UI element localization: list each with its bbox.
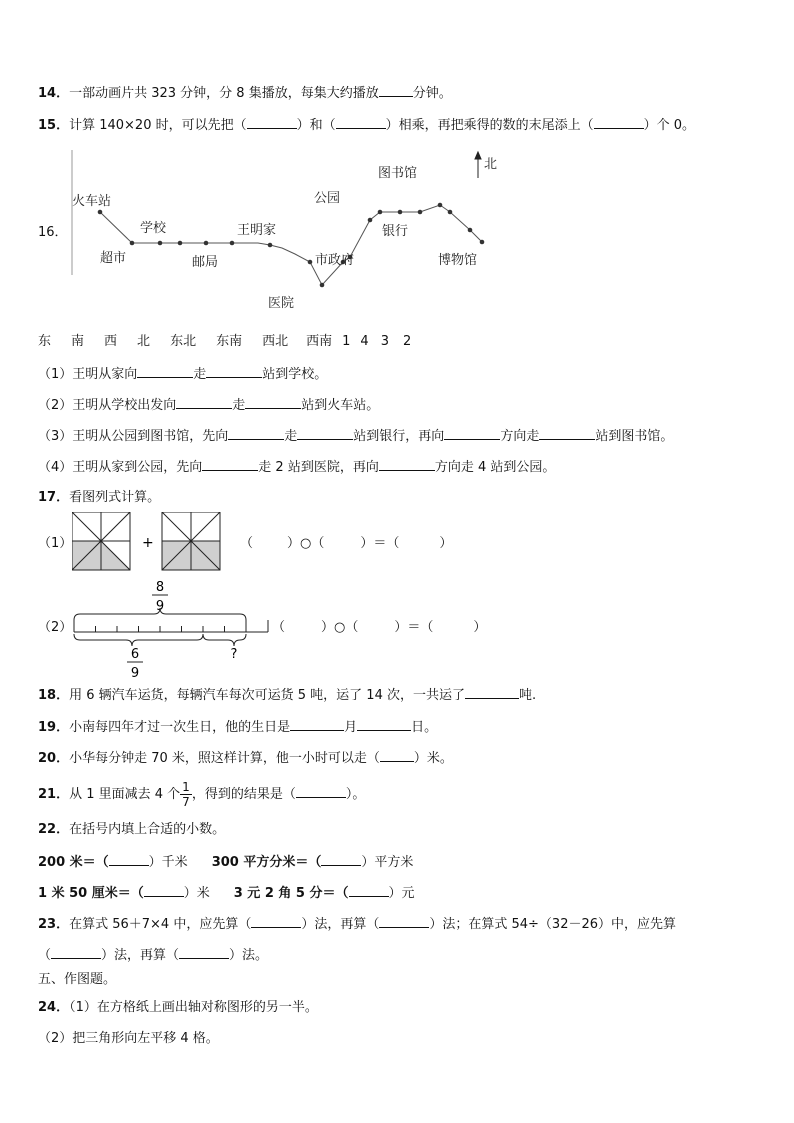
plus-sign: + (142, 535, 154, 551)
q22-r2-d: ）元 (388, 886, 415, 901)
label-home: 王明家 (237, 223, 277, 238)
q19-text: 小南每四年才过一次生日，他的生日是 (69, 720, 291, 735)
q18-text: 用 6 辆汽车运货，每辆汽车每次可运货 5 吨，运了 14 次，一共运了 (69, 688, 465, 703)
q16-sub4-blank-1[interactable] (202, 458, 258, 471)
q17-p1-paren-2: ）○（ (287, 536, 325, 551)
top-brace (74, 608, 246, 620)
stop-library (438, 203, 443, 208)
stop-8 (448, 210, 453, 215)
q14-blank[interactable] (379, 84, 413, 97)
q22-r1-a: 200 米＝（ (38, 855, 109, 870)
q22-title: 在括号内填上合适的小数。 (69, 822, 226, 837)
label-supermarket: 超市 (100, 251, 127, 266)
q24-number: 24． (38, 1000, 70, 1015)
question-17 (38, 490, 160, 506)
q16-sub3-blank-1[interactable] (228, 427, 284, 440)
question-22 (38, 822, 225, 838)
top-fraction-den: 9 (155, 599, 165, 614)
q16-sub2-b: 走 (232, 398, 246, 413)
q16-sub2-blank-1[interactable] (176, 396, 232, 409)
q14-text-end: 分钟。 (412, 86, 452, 101)
q21-text-end: ）。 (345, 787, 366, 802)
route-map (60, 150, 500, 315)
q16-sub4-blank-2[interactable] (379, 458, 435, 471)
word-northwest: 西北 (262, 334, 289, 349)
question-20 (38, 749, 453, 767)
q15-text-c: ）相乘，再把乘得的数的末尾添上（ (385, 118, 594, 133)
q23-text-d: （ (38, 948, 52, 963)
stop-7 (418, 210, 423, 215)
stop-3 (308, 260, 313, 265)
q16-sub4-a: （4）王明从家到公园，先向 (38, 460, 203, 475)
question-23 (38, 915, 676, 933)
q18-number: 18． (38, 688, 70, 703)
stop-supermarket (130, 241, 135, 246)
q22-blank-2[interactable] (321, 853, 361, 866)
q24-sub1: （1）在方格纸上画出轴对称图形的另一半。 (69, 1000, 318, 1015)
q24-sub2: （2）把三角形向左平移 4 格。 (38, 1031, 219, 1046)
q22-number: 22． (38, 822, 70, 837)
q19-text-month: 月 (344, 720, 358, 735)
q22-r2-a: 1 米 50 厘米＝（ (38, 886, 144, 901)
bottom-brace-right (203, 634, 246, 646)
q16-number: 16． (38, 225, 68, 240)
question-19 (38, 718, 437, 736)
bottom-brace-left (74, 634, 203, 646)
q16-sub1-b: 走 (193, 367, 207, 382)
label-post: 邮局 (192, 255, 219, 270)
fraction-square-left (72, 512, 130, 570)
stop-station (98, 210, 103, 215)
label-station: 火车站 (72, 194, 112, 209)
q16-sub3-blank-4[interactable] (539, 427, 595, 440)
q18-text-end: 吨. (518, 688, 537, 703)
q20-number: 20． (38, 751, 70, 766)
q16-sub4-b: 走 2 站到医院，再向 (258, 460, 379, 475)
q16-sub3-blank-3[interactable] (444, 427, 500, 440)
q23-text-f: ）法。 (229, 948, 269, 963)
q16-sub3-a: （3）王明从公园到图书馆，先向 (38, 429, 229, 444)
q17-p2-paren-2: ）○（ (321, 620, 359, 635)
q15-number: 15． (38, 118, 70, 133)
stop-museum (480, 240, 485, 245)
q19-text-day: 日。 (411, 720, 438, 735)
label-north: 北 (484, 157, 498, 172)
q23-number: 23． (38, 917, 70, 932)
label-library: 图书馆 (378, 166, 418, 181)
q22-row-1 (38, 853, 413, 871)
q16-sub1-blank-2[interactable] (206, 365, 262, 378)
q23-blank-4[interactable] (179, 946, 229, 959)
q17-p1-label: （1） (38, 536, 73, 551)
q17-p1-paren-4: ） (439, 536, 453, 551)
q17-p2-paren-1: （ (272, 620, 286, 635)
q17-p1-paren-3: ）＝（ (360, 536, 400, 551)
q16-sub1-c: 站到学校。 (262, 367, 328, 382)
q15-blank-2[interactable] (336, 116, 386, 129)
label-park: 公园 (314, 191, 341, 206)
q16-sub3-e: 站到图书馆。 (595, 429, 674, 444)
q16-sub4-c: 方向走 4 站到公园。 (434, 460, 556, 475)
q16-sub1 (38, 365, 327, 383)
q15-text-b: ）和（ (296, 118, 336, 133)
label-hospital: 医院 (268, 296, 295, 311)
fraction-square-right (162, 512, 220, 570)
q17-number: 17． (38, 490, 70, 505)
stop-5 (368, 218, 373, 223)
q16-sub2 (38, 396, 379, 414)
word-north: 北 (137, 334, 151, 349)
q21-fraction-den: 7 (182, 795, 190, 809)
label-school: 学校 (140, 221, 167, 236)
q17-title: 看图列式计算。 (69, 490, 161, 505)
q21-blank[interactable] (296, 785, 346, 798)
q17-p2-paren-4: ） (473, 620, 487, 635)
q17-p1-figures (72, 512, 232, 574)
word-1: 1 (342, 334, 351, 349)
q23-blank-3[interactable] (51, 946, 101, 959)
q21-number: 21． (38, 787, 70, 802)
q15-blank-1[interactable] (247, 116, 297, 129)
q22-blank-4[interactable] (349, 884, 389, 897)
q22-row-2 (38, 884, 415, 902)
word-east: 东 (38, 334, 52, 349)
q19-blank-1[interactable] (290, 718, 344, 731)
section-5-title: 五、作图题。 (38, 972, 117, 987)
q23-text-c: ）法；在算式 54÷（32－26）中，应先算 (429, 917, 677, 932)
q16-sub2-blank-2[interactable] (245, 396, 301, 409)
word-west: 西 (104, 334, 118, 349)
label-museum: 博物馆 (438, 253, 478, 268)
word-3: 3 (380, 334, 389, 349)
unknown-mark: ? (230, 647, 238, 662)
q23-text-e: ）法，再算（ (101, 948, 180, 963)
q16-sub1-a: （1）王明从家向 (38, 367, 138, 382)
stop-1 (178, 241, 183, 246)
q19-number: 19． (38, 720, 70, 735)
q20-blank[interactable] (380, 749, 414, 762)
q20-text-end: ）米。 (413, 751, 453, 766)
stop-school (158, 241, 163, 246)
q22-r1-b: ）千米 (148, 855, 188, 870)
q19-blank-2[interactable] (357, 718, 411, 731)
q17-p1-paren-1: （ (240, 536, 254, 551)
word-southwest: 西南 (306, 334, 333, 349)
label-govt: 市政府 (315, 253, 355, 268)
q21-text: 从 1 里面减去 4 个 (69, 787, 181, 802)
q22-blank-1[interactable] (109, 853, 149, 866)
stop-6 (398, 210, 403, 215)
stop-home (268, 243, 273, 248)
q21-fraction (180, 780, 192, 809)
route-lines (72, 150, 482, 285)
question-14 (38, 84, 452, 102)
q16-sub2-a: （2）王明从学校出发向 (38, 398, 177, 413)
q20-text: 小华每分钟走 70 米，照这样计算，他一小时可以走（ (69, 751, 380, 766)
q22-r2-b: ）米 (183, 886, 210, 901)
stop-park (378, 210, 383, 215)
q17-p2-label: （2） (38, 620, 73, 635)
question-18 (38, 686, 536, 704)
word-northeast: 东北 (170, 334, 197, 349)
word-southeast: 东南 (216, 334, 243, 349)
q22-r1-d: ）平方米 (361, 855, 414, 870)
q16-sub4 (38, 458, 555, 476)
q23-blank-1[interactable] (251, 915, 301, 928)
q16-sub3-b: 走 (284, 429, 298, 444)
q16-sub1-blank-1[interactable] (137, 365, 193, 378)
question-24 (38, 1000, 318, 1016)
stop-bank (468, 228, 473, 233)
q16-sub2-c: 站到火车站。 (301, 398, 380, 413)
route-stops (98, 203, 485, 288)
q16-word-bank (38, 334, 411, 350)
word-south: 南 (71, 334, 85, 349)
q23-text-b: ）法，再算（ (301, 917, 380, 932)
bottom-fraction-den: 9 (130, 666, 140, 680)
q22-blank-3[interactable] (144, 884, 184, 897)
bottom-fraction-num: 6 (130, 647, 140, 662)
q21-fraction-num: 1 (182, 780, 190, 794)
q15-text-a: 计算 140×20 时，可以先把（ (69, 118, 247, 133)
q23-text-a: 在算式 56＋7×4 中，应先算（ (69, 917, 252, 932)
q16-sub3-d: 方向走 (500, 429, 540, 444)
q22-r2-c: 3 元 2 角 5 分＝（ (233, 886, 349, 901)
q16-sub3 (38, 427, 673, 445)
question-21 (38, 780, 365, 810)
q16-sub3-c: 站到银行，再向 (353, 429, 445, 444)
segment-bar (74, 620, 268, 632)
q22-r1-c: 300 平方分米＝（ (211, 855, 322, 870)
q14-number: 14． (38, 86, 70, 101)
north-arrow-icon (475, 152, 481, 178)
stop-2 (230, 241, 235, 246)
label-bank: 银行 (382, 224, 409, 239)
top-fraction-num: 8 (155, 580, 165, 595)
q21-text-b: ，得到的结果是（ (191, 787, 296, 802)
question-23-cont (38, 946, 268, 964)
question-15 (38, 116, 695, 134)
q17-p1-equation (240, 536, 452, 552)
stop-post (204, 241, 209, 246)
q15-text-d: ）个 0。 (643, 118, 696, 133)
word-4: 4 (360, 334, 369, 349)
q15-blank-3[interactable] (594, 116, 644, 129)
q14-text: 一部动画片共 323 分钟，分 8 集播放，每集大约播放 (69, 86, 379, 101)
q17-p2-equation (272, 620, 486, 636)
stop-hospital (320, 283, 325, 288)
q17-p2-paren-3: ）＝（ (394, 620, 434, 635)
q17-p2-figure (66, 578, 276, 680)
word-2: 2 (402, 334, 412, 349)
q23-blank-2[interactable] (379, 915, 429, 928)
q16-sub3-blank-2[interactable] (297, 427, 353, 440)
q18-blank[interactable] (465, 686, 519, 699)
